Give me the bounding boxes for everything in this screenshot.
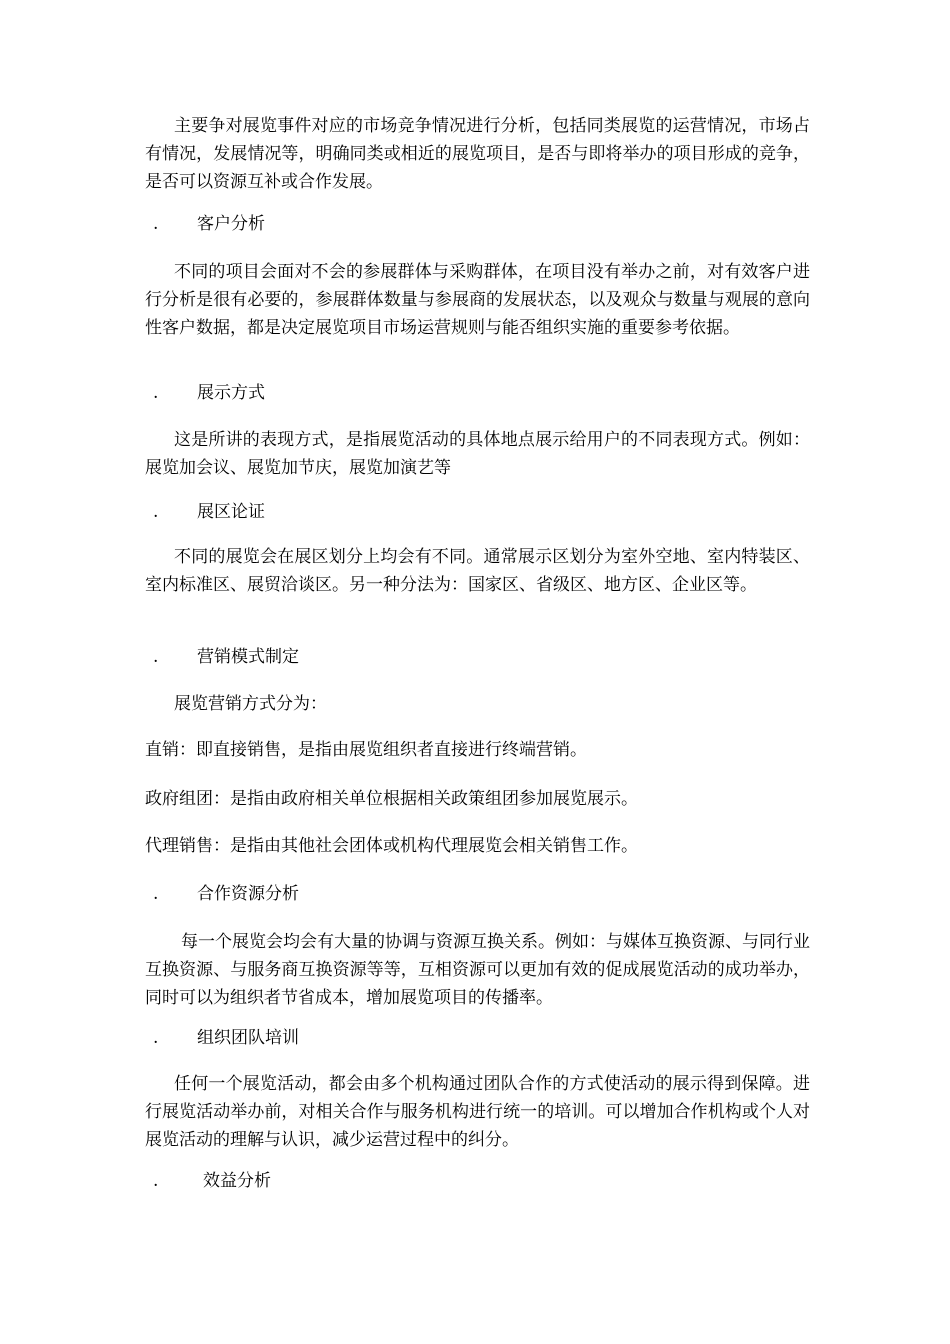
heading-text: 合作资源分析	[197, 884, 299, 904]
paragraph-agency-sales: 代理销售：是指由其他社会团体或机构代理展览会相关销售工作。	[145, 836, 638, 856]
heading-text: 营销模式制定	[197, 647, 299, 667]
paragraph-marketing-intro: 展览营销方式分为：	[174, 694, 327, 714]
paragraph-government-group: 政府组团：是指由政府相关单位根据相关政策组团参加展览展示。	[145, 789, 638, 809]
heading-bullet: .	[153, 884, 159, 904]
heading-bullet: .	[153, 1171, 159, 1191]
section-heading-benefit-analysis	[153, 1167, 271, 1195]
section-heading-marketing-mode	[153, 643, 299, 671]
heading-text: 效益分析	[203, 1171, 271, 1191]
paragraph-cooperation-resources: 每一个展览会均会有大量的协调与资源互换关系。例如：与媒体互换资源、与同行业互换资源、与服务商互换资源等等，互相资源可以更加有效的促成展览活动的成功举办，同时可以为组织者节省成本，增加展览项目的传播率。	[145, 932, 810, 1008]
heading-bullet: .	[153, 1028, 159, 1048]
section-heading-customer-analysis	[153, 210, 265, 238]
heading-bullet: .	[153, 383, 159, 403]
heading-text: 组织团队培训	[197, 1028, 299, 1048]
paragraph-display-mode: 这是所讲的表现方式，是指展览活动的具体地点展示给用户的不同表现方式。例如：展览加会议、展览加节庆，展览加演艺等	[145, 430, 810, 478]
heading-text: 展区论证	[197, 502, 265, 522]
heading-bullet: .	[153, 214, 159, 234]
section-heading-cooperation-resources	[153, 880, 299, 908]
paragraph-direct-sales: 直销：即直接销售，是指由展览组织者直接进行终端营销。	[145, 740, 587, 760]
heading-text: 展示方式	[197, 383, 265, 403]
paragraph-zone-argument: 不同的展览会在展区划分上均会有不同。通常展示区划分为室外空地、室内特装区、室内标准区、展贸洽谈区。另一种分法为：国家区、省级区、地方区、企业区等。	[145, 547, 810, 595]
heading-text: 客户分析	[197, 214, 265, 234]
heading-bullet: .	[153, 647, 159, 667]
section-heading-zone-argument	[153, 498, 265, 526]
heading-bullet: .	[153, 502, 159, 522]
paragraph-customer-analysis: 不同的项目会面对不会的参展群体与采购群体，在项目没有举办之前，对有效客户进行分析是很有必要的，参展群体数量与参展商的发展状态，以及观众与数量与观展的意向性客户数据，都是决定展览项目市场运营规则与能否组织实施的重要参考依据。	[145, 262, 810, 338]
paragraph-market-competition: 主要争对展览事件对应的市场竞争情况进行分析，包括同类展览的运营情况，市场占有情况，发展情况等，明确同类或相近的展览项目，是否与即将举办的项目形成的竞争，是否可以资源互补或合作发展。	[145, 116, 810, 192]
paragraph-team-training: 任何一个展览活动，都会由多个机构通过团队合作的方式使活动的展示得到保障。进行展览活动举办前，对相关合作与服务机构进行统一的培训。可以增加合作机构或个人对展览活动的理解与认识，减少运营过程中的纠分。	[145, 1074, 810, 1150]
section-heading-display-mode	[153, 379, 265, 407]
section-heading-team-training	[153, 1024, 299, 1052]
